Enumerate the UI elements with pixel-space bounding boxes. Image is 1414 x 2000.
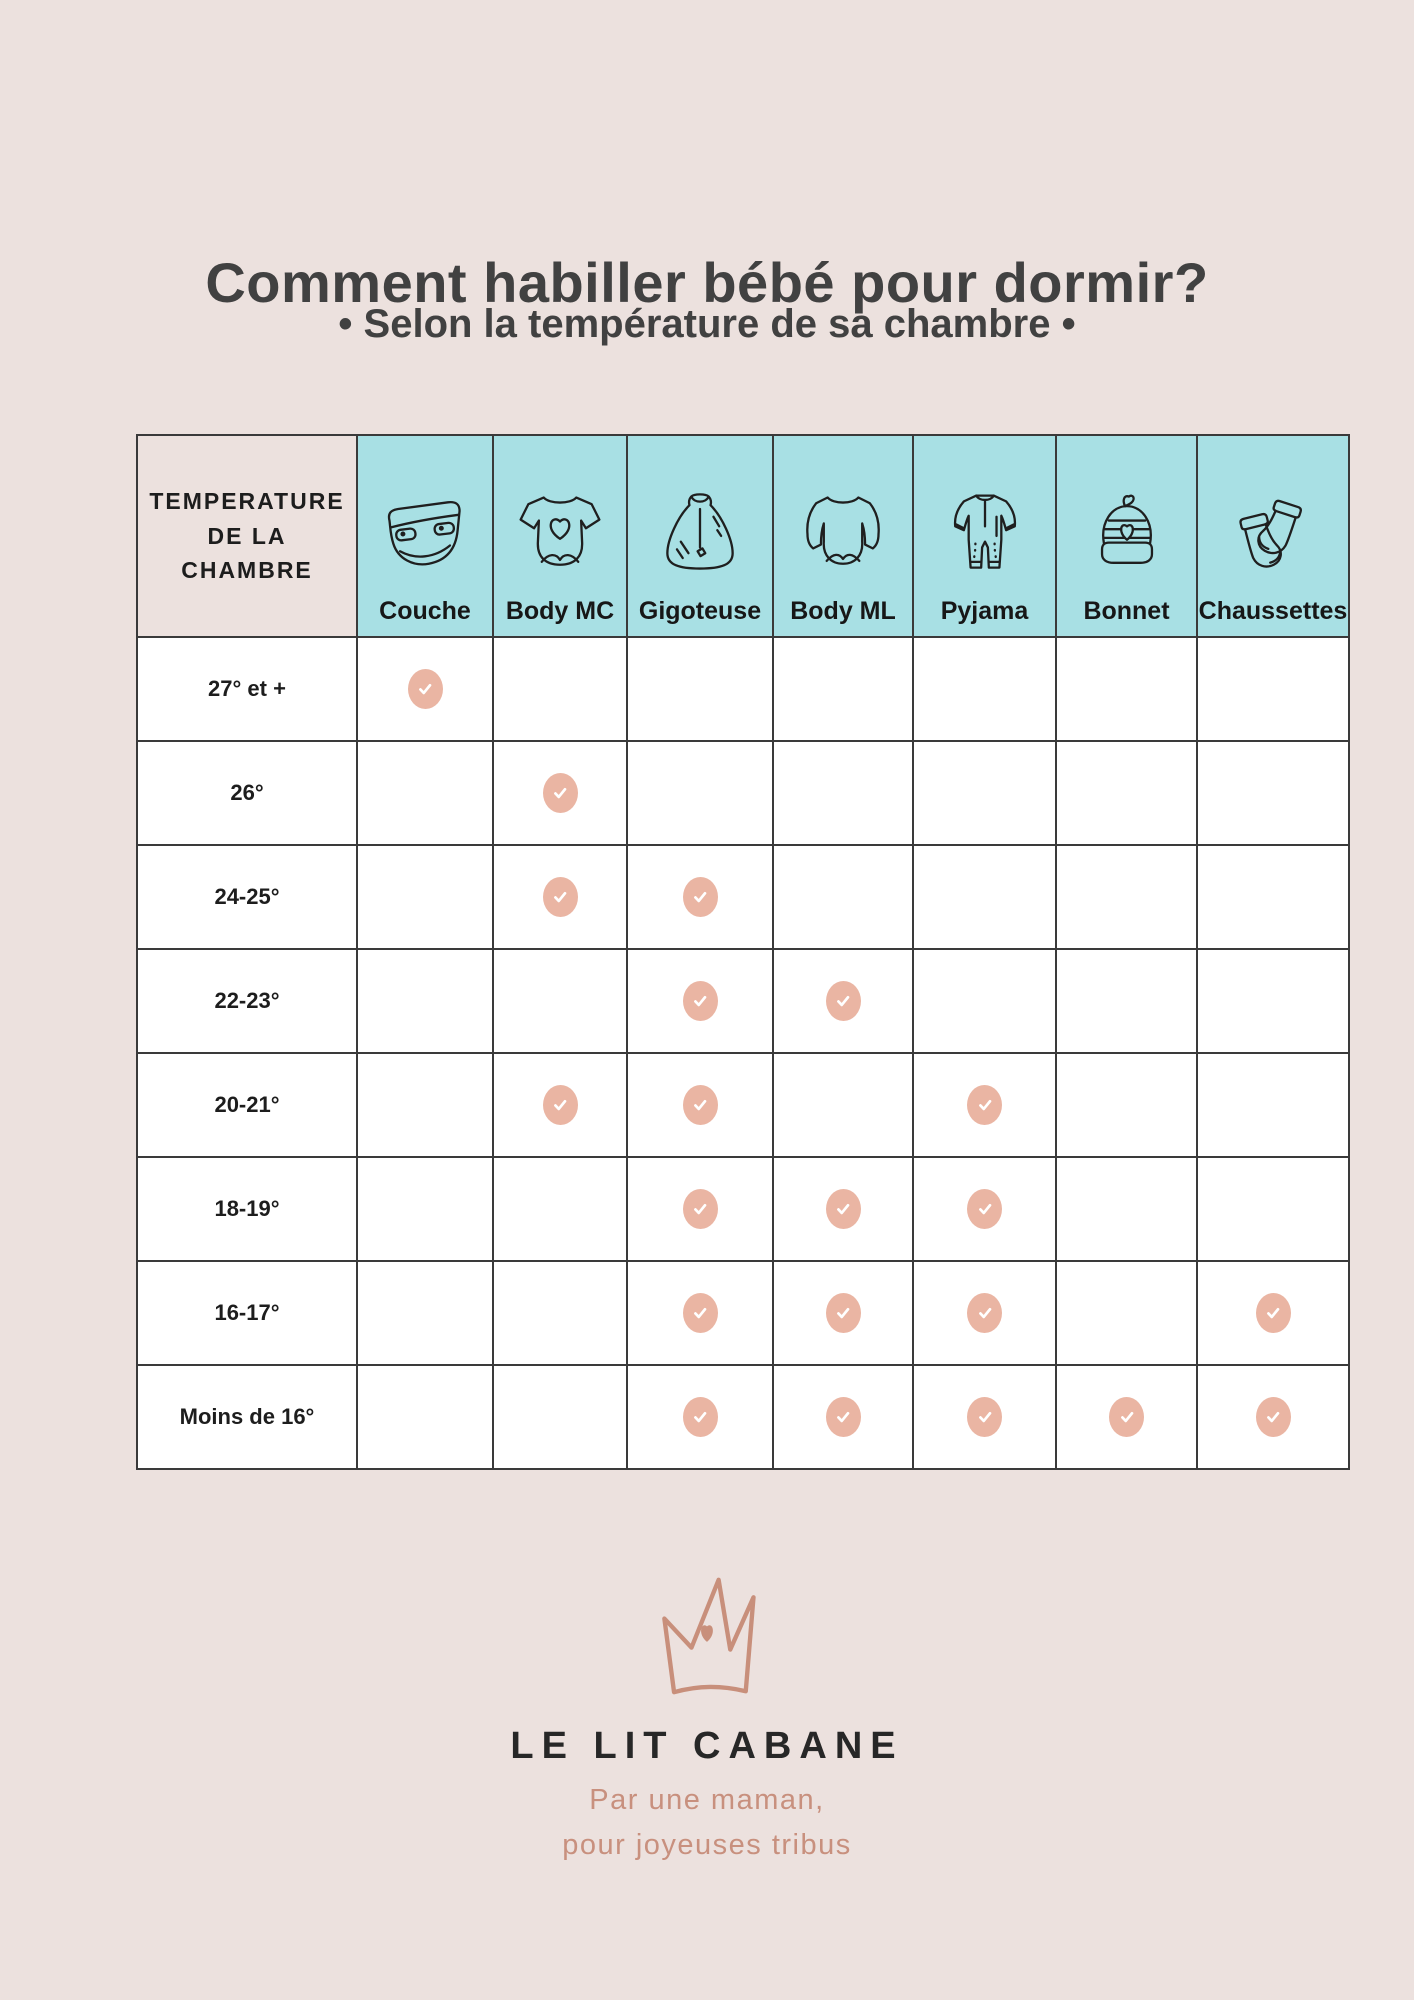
check-cell bbox=[913, 1365, 1056, 1469]
column-header-gigoteuse bbox=[627, 435, 773, 637]
column-header-bonnet bbox=[1056, 435, 1197, 637]
empty-cell bbox=[357, 845, 493, 949]
column-label: Pyjama bbox=[940, 597, 1029, 625]
socks-icon bbox=[1225, 484, 1321, 589]
clothing-table-wrapper bbox=[136, 434, 1348, 1470]
check-icon bbox=[683, 877, 718, 917]
empty-cell bbox=[773, 845, 913, 949]
footer bbox=[0, 1568, 1414, 1868]
check-icon bbox=[683, 1085, 718, 1125]
check-icon bbox=[967, 1293, 1002, 1333]
tagline-line-2: pour joyeuses tribus bbox=[562, 1828, 852, 1861]
temperature-label: 24-25° bbox=[137, 845, 357, 949]
temperature-label: 26° bbox=[137, 741, 357, 845]
check-cell bbox=[627, 1261, 773, 1365]
empty-cell bbox=[357, 1365, 493, 1469]
empty-cell bbox=[1197, 1053, 1349, 1157]
table-row bbox=[137, 1157, 1349, 1261]
table-row bbox=[137, 741, 1349, 845]
check-icon bbox=[967, 1397, 1002, 1437]
column-label: Couche bbox=[379, 597, 471, 625]
check-cell bbox=[627, 845, 773, 949]
check-icon bbox=[683, 1189, 718, 1229]
empty-cell bbox=[1197, 741, 1349, 845]
column-header-body-ml bbox=[773, 435, 913, 637]
empty-cell bbox=[1197, 1157, 1349, 1261]
check-cell bbox=[493, 845, 627, 949]
check-icon bbox=[683, 981, 718, 1021]
temperature-label: 27° et + bbox=[137, 637, 357, 741]
column-label: Chaussettes bbox=[1198, 597, 1348, 625]
check-cell bbox=[627, 1053, 773, 1157]
temperature-label: 18-19° bbox=[137, 1157, 357, 1261]
empty-cell bbox=[773, 741, 913, 845]
table-row bbox=[137, 1261, 1349, 1365]
empty-cell bbox=[1056, 1261, 1197, 1365]
table-row bbox=[137, 1365, 1349, 1469]
empty-cell bbox=[1056, 741, 1197, 845]
empty-cell bbox=[1056, 1157, 1197, 1261]
column-label: Body ML bbox=[790, 597, 896, 625]
table-header-row bbox=[137, 435, 1349, 637]
check-icon bbox=[967, 1085, 1002, 1125]
check-icon bbox=[967, 1189, 1002, 1229]
bodysuit-short-sleeve-icon bbox=[512, 484, 608, 589]
empty-cell bbox=[1197, 637, 1349, 741]
temperature-header-label: TEMPERATURE DE LA CHAMBRE bbox=[149, 488, 345, 584]
column-label: Bonnet bbox=[1083, 597, 1170, 625]
empty-cell bbox=[1056, 1053, 1197, 1157]
empty-cell bbox=[357, 1261, 493, 1365]
empty-cell bbox=[773, 1053, 913, 1157]
check-cell bbox=[913, 1261, 1056, 1365]
empty-cell bbox=[357, 949, 493, 1053]
check-cell bbox=[627, 949, 773, 1053]
bonnet-icon bbox=[1079, 484, 1175, 589]
temperature-label: 20-21° bbox=[137, 1053, 357, 1157]
check-icon bbox=[1109, 1397, 1144, 1437]
column-header-body-mc bbox=[493, 435, 627, 637]
crown-logo-icon bbox=[645, 1568, 769, 1709]
column-label: Gigoteuse bbox=[638, 597, 762, 625]
check-cell bbox=[1056, 1365, 1197, 1469]
page-subtitle: • Selon la température de sa chambre • bbox=[338, 302, 1076, 346]
tagline-line-1: Par une maman, bbox=[589, 1784, 825, 1816]
column-header-couche bbox=[357, 435, 493, 637]
check-icon bbox=[1256, 1397, 1291, 1437]
empty-cell bbox=[913, 845, 1056, 949]
check-cell bbox=[627, 1157, 773, 1261]
empty-cell bbox=[627, 741, 773, 845]
diaper-icon bbox=[377, 484, 473, 589]
empty-cell bbox=[493, 637, 627, 741]
check-cell bbox=[1197, 1365, 1349, 1469]
check-icon bbox=[543, 1085, 578, 1125]
check-cell bbox=[773, 1157, 913, 1261]
table-row bbox=[137, 845, 1349, 949]
empty-cell bbox=[913, 637, 1056, 741]
check-icon bbox=[826, 981, 861, 1021]
empty-cell bbox=[913, 949, 1056, 1053]
check-cell bbox=[913, 1157, 1056, 1261]
clothing-table bbox=[136, 434, 1350, 1470]
check-cell bbox=[773, 1365, 913, 1469]
empty-cell bbox=[357, 741, 493, 845]
empty-cell bbox=[773, 637, 913, 741]
table-row bbox=[137, 949, 1349, 1053]
check-cell bbox=[627, 1365, 773, 1469]
empty-cell bbox=[493, 1365, 627, 1469]
check-cell bbox=[773, 949, 913, 1053]
empty-cell bbox=[1056, 845, 1197, 949]
column-header-temperature bbox=[137, 435, 357, 637]
empty-cell bbox=[1056, 637, 1197, 741]
temperature-label: 16-17° bbox=[137, 1261, 357, 1365]
empty-cell bbox=[1197, 845, 1349, 949]
check-cell bbox=[493, 1053, 627, 1157]
table-row bbox=[137, 637, 1349, 741]
check-cell bbox=[773, 1261, 913, 1365]
temperature-label: 22-23° bbox=[137, 949, 357, 1053]
check-icon bbox=[683, 1397, 718, 1437]
page-title: Comment habiller bébé pour dormir? bbox=[205, 250, 1209, 314]
check-cell bbox=[493, 741, 627, 845]
column-header-pyjama bbox=[913, 435, 1056, 637]
check-icon bbox=[826, 1293, 861, 1333]
column-label: Body MC bbox=[505, 597, 615, 625]
empty-cell bbox=[913, 741, 1056, 845]
check-cell bbox=[913, 1053, 1056, 1157]
brand-name: LE LIT CABANE bbox=[510, 1725, 904, 1767]
check-icon bbox=[1256, 1293, 1291, 1333]
check-icon bbox=[683, 1293, 718, 1333]
empty-cell bbox=[493, 1261, 627, 1365]
check-cell bbox=[357, 637, 493, 741]
empty-cell bbox=[1056, 949, 1197, 1053]
check-icon bbox=[826, 1189, 861, 1229]
pyjama-icon bbox=[937, 484, 1033, 589]
empty-cell bbox=[357, 1053, 493, 1157]
bodysuit-long-sleeve-icon bbox=[795, 484, 891, 589]
check-icon bbox=[408, 669, 443, 709]
check-icon bbox=[826, 1397, 861, 1437]
table-body bbox=[137, 637, 1349, 1469]
empty-cell bbox=[493, 949, 627, 1053]
brand-tagline bbox=[562, 1778, 852, 1868]
empty-cell bbox=[357, 1157, 493, 1261]
temperature-label: Moins de 16° bbox=[137, 1365, 357, 1469]
column-header-chaussettes bbox=[1197, 435, 1349, 637]
empty-cell bbox=[627, 637, 773, 741]
check-cell bbox=[1197, 1261, 1349, 1365]
check-icon bbox=[543, 877, 578, 917]
empty-cell bbox=[1197, 949, 1349, 1053]
check-icon bbox=[543, 773, 578, 813]
sleep-sack-icon bbox=[652, 484, 748, 589]
empty-cell bbox=[493, 1157, 627, 1261]
table-row bbox=[137, 1053, 1349, 1157]
